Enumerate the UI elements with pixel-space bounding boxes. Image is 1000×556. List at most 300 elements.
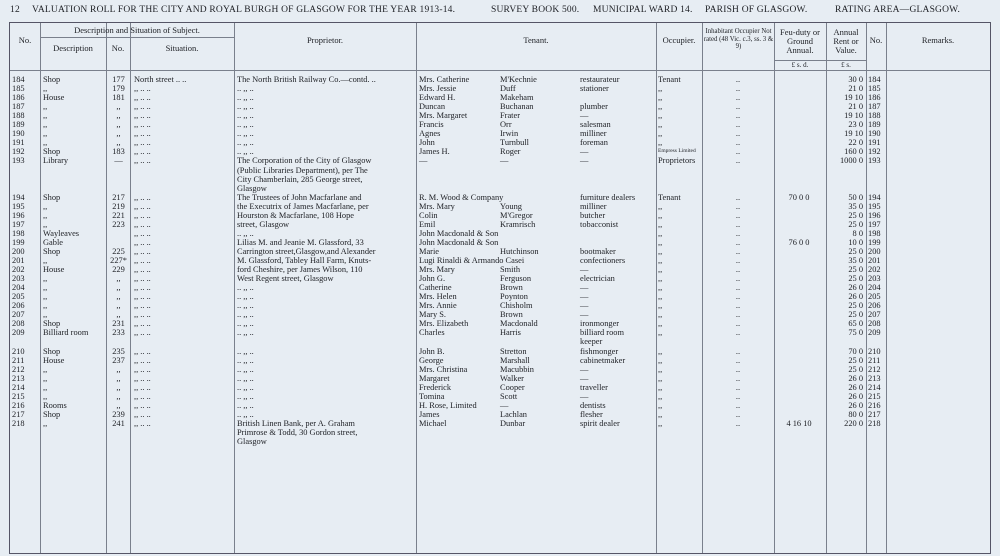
rent-units: £ s. bbox=[841, 61, 851, 69]
row-number-right: 193 bbox=[868, 156, 881, 166]
row-number-right: 216 bbox=[868, 400, 881, 410]
row-description: ,, bbox=[43, 84, 48, 94]
row-street-number: 231 bbox=[112, 319, 125, 329]
row-tenant-last: Orr bbox=[500, 120, 512, 130]
row-situation: ,, .. .. bbox=[134, 418, 151, 428]
row-occupation: bootmaker bbox=[580, 246, 616, 256]
table-row bbox=[10, 401, 990, 410]
row-tenant-last: M'Kechnie bbox=[500, 75, 537, 84]
row-number-right: 205 bbox=[868, 292, 881, 302]
row-proprietor: .. ,, .. bbox=[237, 319, 254, 329]
table-row bbox=[10, 147, 990, 156]
row-number-right: 207 bbox=[868, 310, 881, 320]
table-row bbox=[10, 428, 990, 437]
row-number-right: 185 bbox=[868, 84, 881, 94]
page-number: 12 bbox=[10, 5, 20, 15]
row-occupier: ,, bbox=[658, 283, 663, 293]
row-occupation: restaurateur bbox=[580, 75, 620, 84]
row-rent: 30 0 bbox=[848, 75, 863, 84]
row-description: Shop bbox=[43, 75, 61, 84]
row-inhabitant: .. bbox=[735, 328, 741, 338]
row-description: ,, bbox=[43, 418, 48, 428]
row-tenant-first: Tomina bbox=[419, 391, 445, 401]
row-number: 207 bbox=[12, 310, 25, 320]
row-occupation: foreman bbox=[580, 138, 608, 148]
table-row bbox=[10, 247, 990, 256]
row-occupier: ,, bbox=[658, 256, 663, 265]
row-number-right: 203 bbox=[868, 274, 881, 284]
row-inhabitant: .. bbox=[735, 237, 741, 247]
row-occupation: — bbox=[580, 111, 589, 121]
row-street-number: 227* bbox=[110, 256, 127, 265]
table-row bbox=[10, 310, 990, 319]
row-tenant-last: Turnbull bbox=[500, 138, 530, 148]
row-number-right: 211 bbox=[868, 355, 881, 365]
row-rent: 8 0 bbox=[852, 228, 863, 238]
row-tenant-last: Cooper bbox=[500, 382, 525, 392]
row-rent: 80 0 bbox=[848, 409, 863, 419]
valuation-table bbox=[9, 22, 991, 554]
table-row bbox=[10, 256, 990, 265]
col-header-occupier: Occupier. bbox=[662, 35, 696, 45]
row-situation: ,, .. .. bbox=[134, 120, 151, 130]
row-street-number: — bbox=[114, 156, 123, 166]
row-tenant-last: — bbox=[500, 156, 509, 166]
row-rent: 220 0 bbox=[844, 418, 863, 428]
row-occupier: ,, bbox=[658, 84, 663, 94]
row-tenant-last: Walker bbox=[500, 373, 524, 383]
roll-title: VALUATION ROLL FOR THE CITY AND ROYAL BURGH OF GLASGOW FOR THE YEAR 1913-14. bbox=[32, 5, 456, 15]
row-occupier: Proprietors bbox=[658, 156, 696, 166]
row-proprietor: British Linen Bank, per A. Graham bbox=[237, 418, 355, 428]
row-number: 212 bbox=[12, 364, 25, 374]
row-inhabitant: .. bbox=[735, 382, 741, 392]
row-occupation: — bbox=[580, 283, 589, 293]
row-street-number: 177 bbox=[112, 75, 125, 84]
row-occupier: ,, bbox=[658, 346, 663, 356]
row-occupier: ,, bbox=[658, 310, 663, 320]
row-description: ,, bbox=[43, 256, 48, 265]
row-tenant-first: John G. bbox=[419, 274, 446, 284]
row-number: 208 bbox=[12, 319, 25, 329]
row-situation: ,, .. .. bbox=[134, 201, 151, 211]
row-description: House bbox=[43, 93, 65, 103]
row-proprietor: .. ,, .. bbox=[237, 346, 254, 356]
row-tenant-last: Brown bbox=[500, 310, 523, 320]
row-tenant-first: Mrs. Margaret bbox=[419, 111, 468, 121]
table-row bbox=[10, 129, 990, 138]
row-tenant-first: Frederick bbox=[419, 382, 452, 392]
parish: PARISH OF GLASGOW. bbox=[705, 5, 808, 15]
row-proprietor: West Regent street, Glasgow bbox=[237, 274, 334, 284]
row-street-number: ,, bbox=[116, 391, 121, 401]
row-inhabitant: .. bbox=[735, 418, 741, 428]
row-number: 202 bbox=[12, 265, 25, 275]
row-street-number: ,, bbox=[116, 364, 121, 374]
row-number: 196 bbox=[12, 210, 25, 220]
row-tenant-last: Kramrisch bbox=[500, 219, 536, 229]
row-rent: 21 0 bbox=[848, 102, 863, 112]
table-row bbox=[10, 102, 990, 111]
row-number-right: 201 bbox=[868, 256, 881, 265]
row-number-right: 202 bbox=[868, 265, 881, 275]
row-proprietor: .. ,, .. bbox=[237, 391, 254, 401]
row-proprietor: The North British Railway Co.—contd. .. bbox=[237, 75, 376, 84]
row-number-right: 210 bbox=[868, 346, 881, 356]
row-tenant-last: Frater bbox=[500, 111, 520, 121]
row-number-right: 184 bbox=[868, 75, 881, 84]
row-occupation: flesher bbox=[580, 409, 603, 419]
row-inhabitant: .. bbox=[735, 346, 741, 356]
table-row bbox=[10, 84, 990, 93]
row-street-number: ,, bbox=[116, 102, 121, 112]
row-street-number: ,, bbox=[116, 283, 121, 293]
row-description: House bbox=[43, 265, 65, 275]
row-number-right: 206 bbox=[868, 301, 881, 311]
row-inhabitant: .. bbox=[735, 391, 741, 401]
row-proprietor: .. ,, .. bbox=[237, 138, 254, 148]
row-situation: ,, .. .. bbox=[134, 256, 151, 265]
row-occupation: — bbox=[580, 147, 589, 157]
row-occupier: ,, bbox=[658, 409, 663, 419]
row-number: 205 bbox=[12, 292, 25, 302]
row-number: 209 bbox=[12, 328, 25, 338]
row-description: Library bbox=[43, 156, 69, 166]
row-tenant-first: Margaret bbox=[419, 373, 450, 383]
row-occupier: ,, bbox=[658, 319, 663, 329]
row-occupation: — bbox=[580, 310, 589, 320]
row-number-right: 200 bbox=[868, 246, 881, 256]
row-street-number: ,, bbox=[116, 373, 121, 383]
row-inhabitant: .. bbox=[735, 129, 741, 139]
row-occupier: ,, bbox=[658, 93, 663, 103]
row-proprietor: street, Glasgow bbox=[237, 219, 290, 229]
row-number: 188 bbox=[12, 111, 25, 121]
row-street-number: ,, bbox=[116, 138, 121, 148]
row-tenant-last: Irwin bbox=[500, 129, 519, 139]
row-occupation: — bbox=[580, 301, 589, 311]
row-tenant-first: R. M. Wood & Company bbox=[419, 192, 504, 202]
row-street-number: 179 bbox=[112, 84, 125, 94]
col-header-description: Description bbox=[53, 43, 93, 53]
row-rent: 35 0 bbox=[848, 256, 863, 265]
row-description: Shop bbox=[43, 246, 61, 256]
row-inhabitant: .. bbox=[735, 373, 741, 383]
row-tenant-last: Scott bbox=[500, 391, 518, 401]
row-number: 198 bbox=[12, 228, 25, 238]
row-feu-duty: 70 0 0 bbox=[788, 192, 810, 202]
row-situation: ,, .. .. bbox=[134, 93, 151, 103]
row-situation: ,, .. .. bbox=[134, 228, 151, 238]
row-number: 203 bbox=[12, 274, 25, 284]
row-inhabitant: .. bbox=[735, 274, 741, 284]
row-occupation: stationer bbox=[580, 84, 609, 94]
row-number: 199 bbox=[12, 237, 25, 247]
row-occupier: ,, bbox=[658, 292, 663, 302]
row-number-right: 189 bbox=[868, 120, 881, 130]
table-row bbox=[10, 111, 990, 120]
row-occupation: — bbox=[580, 265, 589, 275]
row-street-number: 183 bbox=[112, 147, 125, 157]
row-tenant-first: John Macdonald & Son bbox=[419, 228, 499, 238]
row-tenant-first: Mrs. Christina bbox=[419, 364, 468, 374]
row-number-right: 187 bbox=[868, 102, 881, 112]
row-occupier: ,, bbox=[658, 382, 663, 392]
col-header-description-group: Description and Situation of Subject. bbox=[74, 25, 200, 35]
row-feu-duty: 4 16 10 bbox=[786, 418, 812, 428]
row-occupier: ,, bbox=[658, 129, 663, 139]
row-number-right: 190 bbox=[868, 129, 881, 139]
row-proprietor: .. ,, .. bbox=[237, 111, 254, 121]
row-number: 213 bbox=[12, 373, 25, 383]
row-tenant-first: Mrs. Mary bbox=[419, 265, 455, 275]
row-description: House bbox=[43, 355, 65, 365]
row-occupation: fishmonger bbox=[580, 346, 619, 356]
row-tenant-last: Makeham bbox=[500, 93, 534, 103]
row-situation: ,, .. .. bbox=[134, 301, 151, 311]
row-inhabitant: .. bbox=[735, 228, 741, 238]
row-number: 192 bbox=[12, 147, 25, 157]
row-inhabitant: .. bbox=[735, 120, 741, 130]
row-proprietor: .. ,, .. bbox=[237, 93, 254, 103]
row-number: 185 bbox=[12, 84, 25, 94]
row-rent: 160 0 bbox=[844, 147, 863, 157]
row-rent: 26 0 bbox=[848, 400, 863, 410]
row-occupier: ,, bbox=[658, 400, 663, 410]
row-number-right: 197 bbox=[868, 219, 881, 229]
row-rent: 25 0 bbox=[848, 310, 863, 320]
row-tenant-first: George bbox=[419, 355, 444, 365]
row-inhabitant: .. bbox=[735, 292, 741, 302]
row-situation: ,, .. .. bbox=[134, 237, 151, 247]
row-proprietor: Primrose & Todd, 30 Gordon street, bbox=[237, 427, 358, 437]
row-proprietor: the Executrix of James Macfarlane, per bbox=[237, 201, 369, 211]
table-row bbox=[10, 238, 990, 247]
row-number-right: 194 bbox=[868, 192, 881, 202]
row-description: ,, bbox=[43, 210, 48, 220]
row-description: ,, bbox=[43, 129, 48, 139]
row-proprietor: .. ,, .. bbox=[237, 129, 254, 139]
row-occupier: ,, bbox=[658, 364, 663, 374]
row-rent: 21 0 bbox=[848, 84, 863, 94]
table-row bbox=[10, 274, 990, 283]
col-header-feu-duty: Feu-duty or Ground Annual. bbox=[780, 27, 820, 55]
row-rent: 50 0 bbox=[848, 192, 863, 202]
rating-area: RATING AREA—GLASGOW. bbox=[835, 5, 961, 15]
row-tenant-first: Emil bbox=[419, 219, 436, 229]
row-tenant-first: Duncan bbox=[419, 102, 446, 112]
row-proprietor: M. Glassford, Tabley Hall Farm, Knuts- bbox=[237, 256, 372, 265]
row-rent: 19 10 bbox=[844, 111, 863, 121]
row-proprietor: The Trustees of John Macfarlane and bbox=[237, 192, 362, 202]
row-tenant-last: Young bbox=[500, 201, 522, 211]
row-description: Wayleaves bbox=[43, 228, 80, 238]
row-occupier: ,, bbox=[658, 391, 663, 401]
row-proprietor: Hourston & Macfarlane, 108 Hope bbox=[237, 210, 354, 220]
row-inhabitant: .. bbox=[735, 192, 741, 202]
table-row bbox=[10, 328, 990, 337]
table-row bbox=[10, 383, 990, 392]
row-description: ,, bbox=[43, 111, 48, 121]
row-tenant-first: James H. bbox=[419, 147, 450, 157]
row-proprietor: .. ,, .. bbox=[237, 228, 254, 238]
row-tenant-first: Mrs. Catherine bbox=[419, 75, 470, 84]
row-number: 197 bbox=[12, 219, 25, 229]
row-tenant-last: Dunbar bbox=[500, 418, 526, 428]
row-inhabitant: .. bbox=[735, 301, 741, 311]
row-tenant-first: H. Rose, Limited bbox=[419, 400, 477, 410]
row-rent: 19 10 bbox=[844, 93, 863, 103]
table-row bbox=[10, 75, 990, 84]
row-street-number: ,, bbox=[116, 292, 121, 302]
row-number-right: 212 bbox=[868, 364, 881, 374]
col-header-tenant: Tenant. bbox=[523, 35, 549, 45]
row-street-number: ,, bbox=[116, 400, 121, 410]
row-street-number: 181 bbox=[112, 93, 125, 103]
row-occupation: milliner bbox=[580, 201, 607, 211]
row-occupation: — bbox=[580, 156, 589, 166]
row-street-number: 237 bbox=[112, 355, 125, 365]
row-street-number: 221 bbox=[112, 210, 125, 220]
row-rent: 25 0 bbox=[848, 265, 863, 275]
row-tenant-last: Buchanan bbox=[500, 102, 534, 112]
row-proprietor: ford Cheshire, per James Wilson, 110 bbox=[237, 265, 363, 275]
table-row bbox=[10, 301, 990, 310]
row-occupation: tobacconist bbox=[580, 219, 619, 229]
row-number-right: 192 bbox=[868, 147, 881, 157]
row-tenant-first: Mrs. Annie bbox=[419, 301, 457, 311]
row-tenant-last: Harris bbox=[500, 328, 521, 338]
row-number-right: 213 bbox=[868, 373, 881, 383]
row-occupation: electrician bbox=[580, 274, 615, 284]
row-inhabitant: .. bbox=[735, 256, 741, 265]
table-row bbox=[10, 211, 990, 220]
table-row bbox=[10, 356, 990, 365]
row-occupier: ,, bbox=[658, 274, 663, 284]
row-occupation: salesman bbox=[580, 120, 611, 130]
row-number: 204 bbox=[12, 283, 25, 293]
row-situation: ,, .. .. bbox=[134, 274, 151, 284]
row-street-number: 233 bbox=[112, 328, 125, 338]
row-number: 215 bbox=[12, 391, 25, 401]
row-occupier: ,, bbox=[658, 265, 663, 275]
row-rent: 26 0 bbox=[848, 283, 863, 293]
row-tenant-first: John bbox=[419, 138, 435, 148]
row-occupier: Empress Limited bbox=[658, 148, 696, 155]
row-occupation: butcher bbox=[580, 210, 606, 220]
row-inhabitant: .. bbox=[735, 210, 741, 220]
row-proprietor: Carrington street,Glasgow,and Alexander bbox=[237, 246, 376, 256]
row-situation: ,, .. .. bbox=[134, 111, 151, 121]
row-proprietor: The Corporation of the City of Glasgow bbox=[237, 156, 372, 166]
row-situation: ,, .. .. bbox=[134, 409, 151, 419]
row-inhabitant: .. bbox=[735, 147, 741, 157]
row-rent: 75 0 bbox=[848, 328, 863, 338]
row-number: 193 bbox=[12, 156, 25, 166]
row-rent: 25 0 bbox=[848, 210, 863, 220]
row-proprietor: .. ,, .. bbox=[237, 102, 254, 112]
table-row bbox=[10, 166, 990, 175]
row-situation: ,, .. .. bbox=[134, 219, 151, 229]
row-proprietor: .. ,, .. bbox=[237, 355, 254, 365]
row-tenant-first: Edward H. bbox=[419, 93, 456, 103]
row-situation: ,, .. .. bbox=[134, 147, 151, 157]
row-street-number: 239 bbox=[112, 409, 125, 419]
row-occupier: ,, bbox=[658, 355, 663, 365]
row-rent: 70 0 bbox=[848, 346, 863, 356]
row-description: ,, bbox=[43, 274, 48, 284]
row-situation: ,, .. .. bbox=[134, 364, 151, 374]
row-street-number: 223 bbox=[112, 219, 125, 229]
row-occupation: ironmonger bbox=[580, 319, 620, 329]
row-street-number: 219 bbox=[112, 201, 125, 211]
table-row bbox=[10, 292, 990, 301]
row-description: ,, bbox=[43, 310, 48, 320]
row-situation: ,, .. .. bbox=[134, 265, 151, 275]
row-number-right: 188 bbox=[868, 111, 881, 121]
table-row bbox=[10, 410, 990, 419]
row-occupier: ,, bbox=[658, 373, 663, 383]
row-inhabitant: .. bbox=[735, 355, 741, 365]
row-occupation: milliner bbox=[580, 129, 607, 139]
row-situation: ,, .. .. bbox=[134, 283, 151, 293]
row-tenant-last: M'Gregor bbox=[500, 210, 533, 220]
table-row bbox=[10, 319, 990, 328]
row-occupier: ,, bbox=[658, 210, 663, 220]
row-tenant-last: Stretton bbox=[500, 346, 527, 356]
row-description: ,, bbox=[43, 283, 48, 293]
row-proprietor: .. ,, .. bbox=[237, 373, 254, 383]
col-header-number: No. bbox=[111, 43, 125, 53]
row-number-right: 215 bbox=[868, 391, 881, 401]
row-occupier: ,, bbox=[658, 102, 663, 112]
row-street-number: 229 bbox=[112, 265, 125, 275]
col-header-inhabitant: Inhabitant Occupier Not rated (48 Vic. c.3, ss. 3 & 9) bbox=[703, 28, 774, 50]
row-occupier: ,, bbox=[658, 418, 663, 428]
row-tenant-first: Mrs. Helen bbox=[419, 292, 457, 302]
row-tenant-first: Mrs. Mary bbox=[419, 201, 455, 211]
survey-book: SURVEY BOOK 500. bbox=[491, 5, 580, 15]
row-description: Gable bbox=[43, 237, 63, 247]
row-tenant-last: Ferguson bbox=[500, 274, 532, 284]
row-rent: 35 0 bbox=[848, 201, 863, 211]
row-inhabitant: .. bbox=[735, 364, 741, 374]
row-tenant-first: Mary S. bbox=[419, 310, 446, 320]
row-rent: 65 0 bbox=[848, 319, 863, 329]
row-description: ,, bbox=[43, 391, 48, 401]
row-description: Shop bbox=[43, 147, 61, 157]
row-number: 201 bbox=[12, 256, 25, 265]
row-occupier: ,, bbox=[658, 328, 663, 338]
row-tenant-last: Chisholm bbox=[500, 301, 533, 311]
row-tenant-last: Brown bbox=[500, 283, 523, 293]
row-inhabitant: .. bbox=[735, 138, 741, 148]
row-rent: 25 0 bbox=[848, 355, 863, 365]
row-street-number: ,, bbox=[116, 129, 121, 139]
row-situation: ,, .. .. bbox=[134, 192, 151, 202]
row-occupation: keeper bbox=[580, 337, 603, 347]
row-rent: 25 0 bbox=[848, 246, 863, 256]
row-proprietor: .. ,, .. bbox=[237, 400, 254, 410]
row-feu-duty: 76 0 0 bbox=[788, 237, 810, 247]
col-header-situation: Situation. bbox=[165, 43, 199, 53]
row-proprietor: Glasgow bbox=[237, 437, 267, 446]
row-number: 206 bbox=[12, 301, 25, 311]
row-occupier: ,, bbox=[658, 111, 663, 121]
row-situation: ,, .. .. bbox=[134, 138, 151, 148]
row-occupation: furniture dealers bbox=[580, 192, 636, 202]
table-row bbox=[10, 419, 990, 428]
